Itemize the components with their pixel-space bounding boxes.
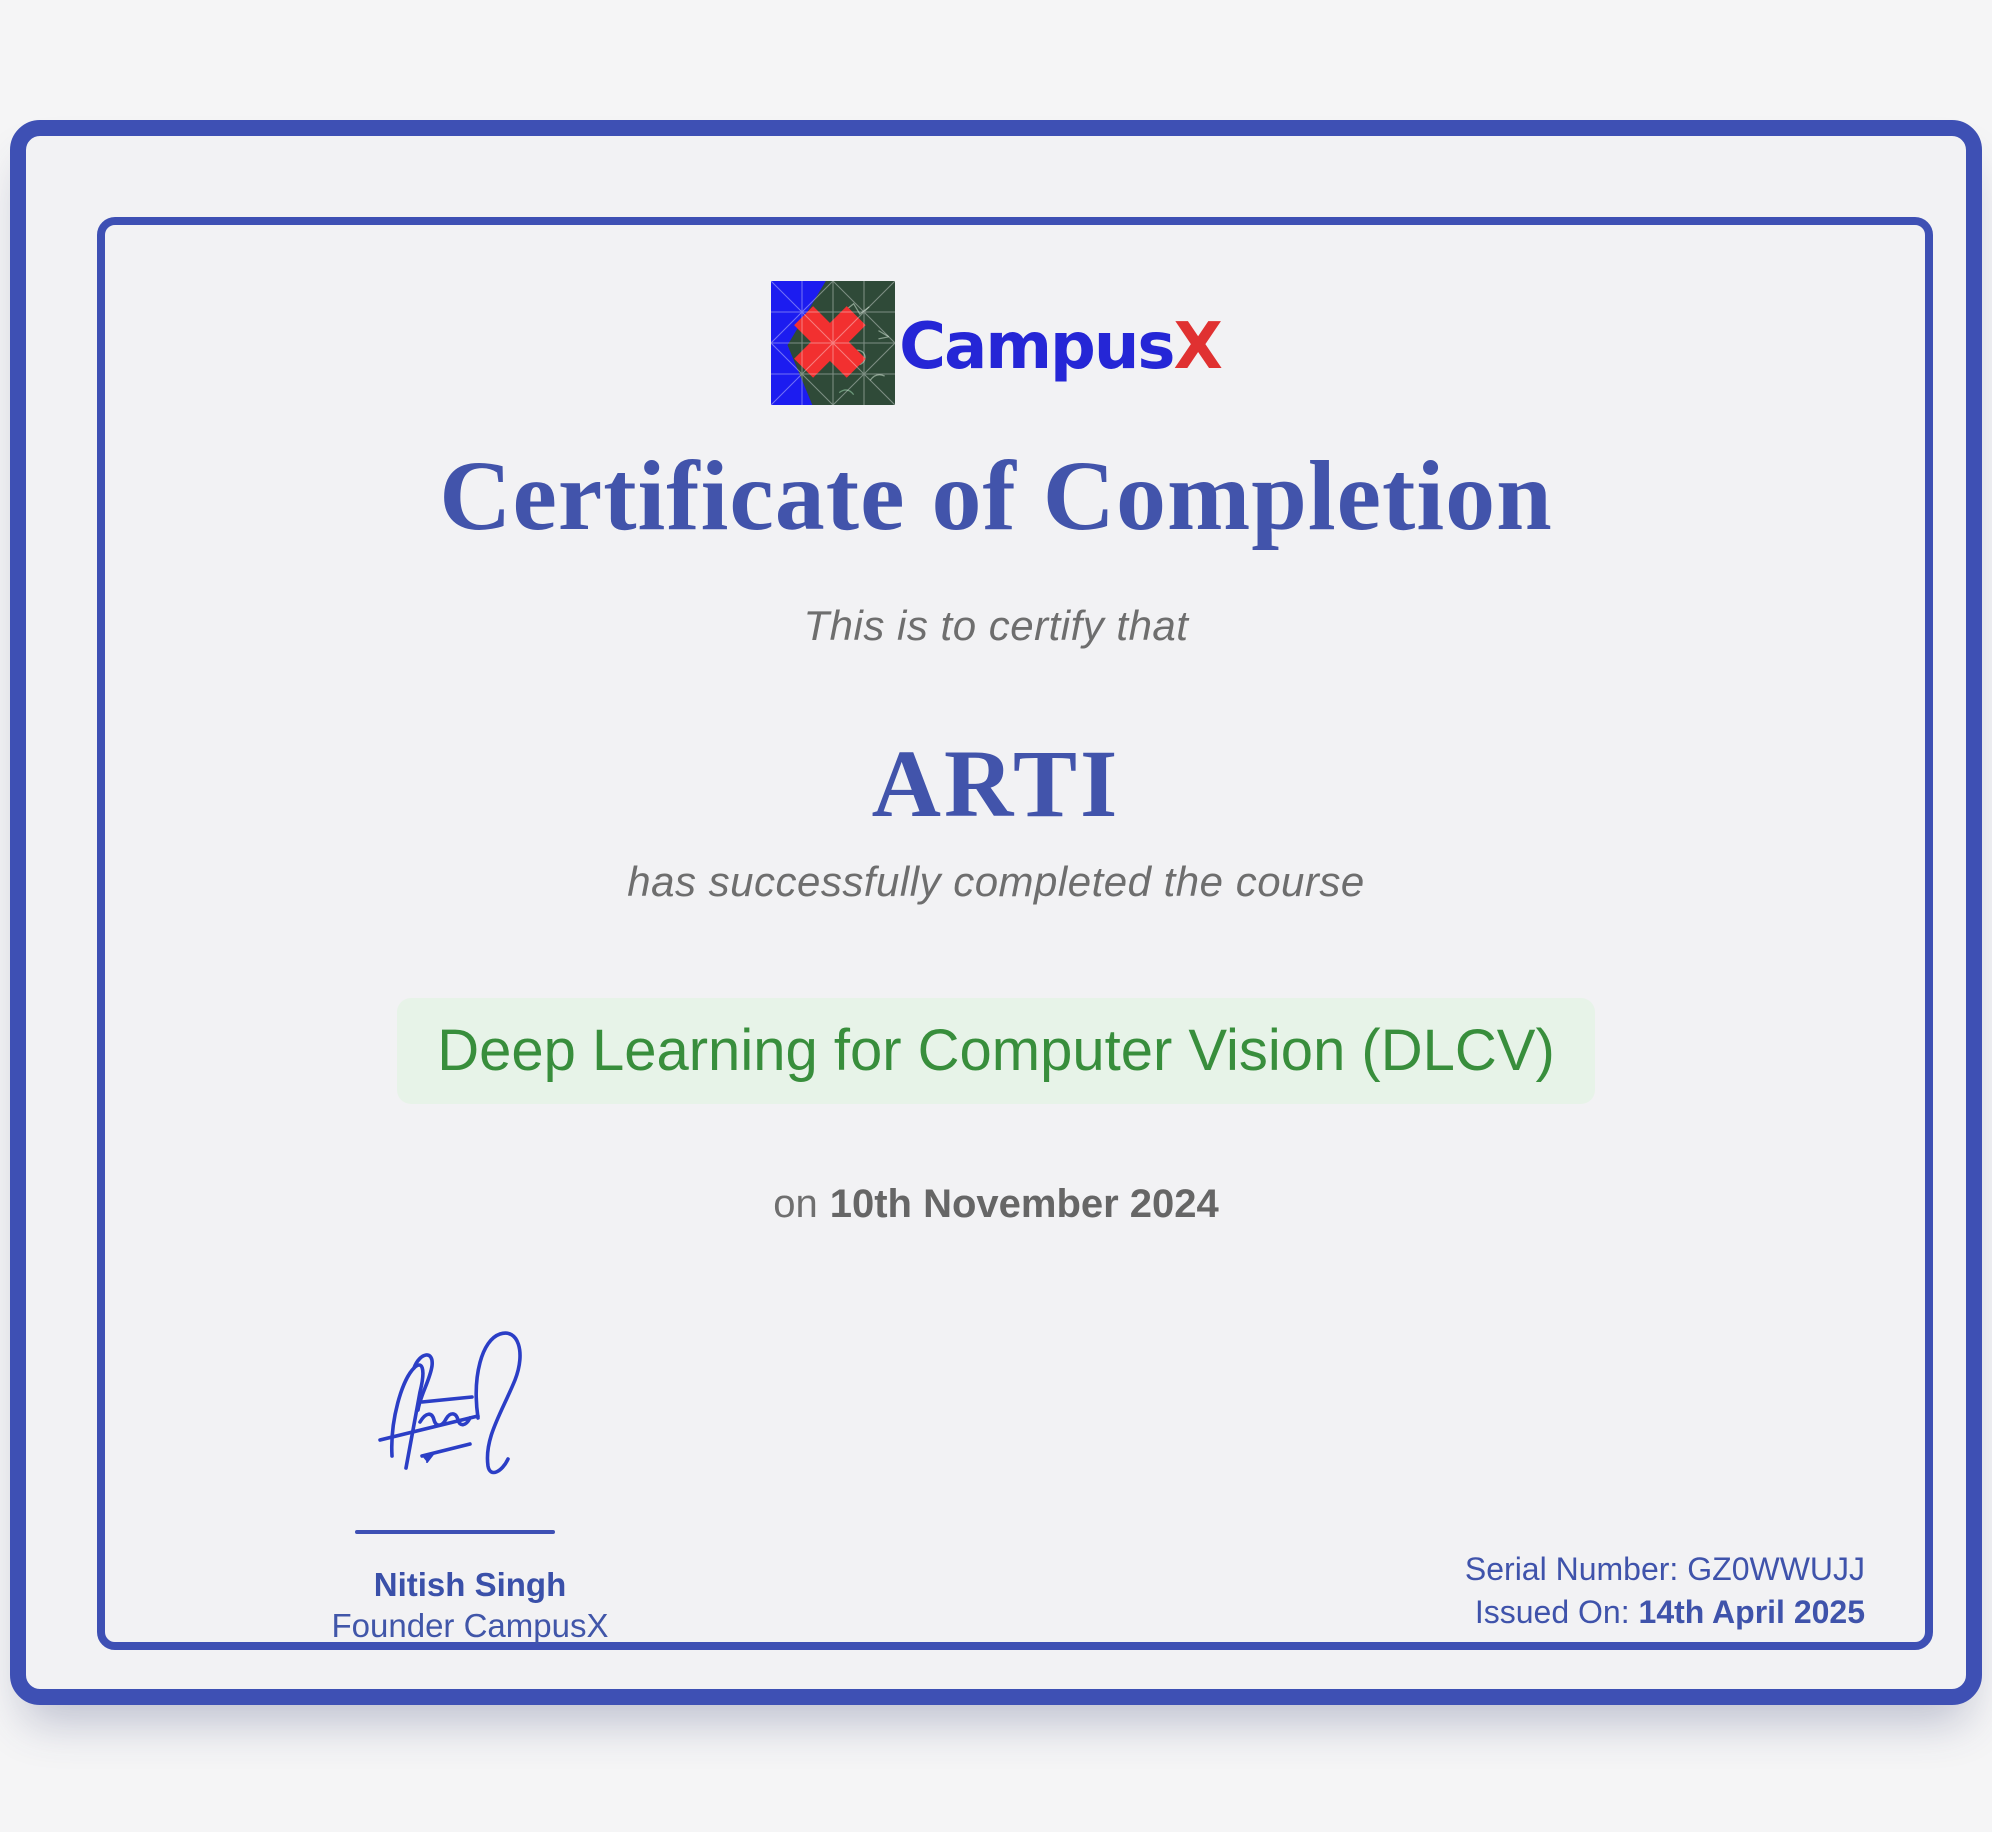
signer-role: Founder CampusX xyxy=(331,1607,609,1644)
signer-name: Nitish Singh xyxy=(373,1566,567,1603)
signer-block xyxy=(265,1564,675,1646)
completion-line: has successfully completed the course xyxy=(627,858,1365,905)
signature-icon xyxy=(358,1318,568,1488)
completion-date: 10th November 2024 xyxy=(829,1182,1219,1226)
serial-number-line xyxy=(1465,1548,1865,1591)
issued-on-label: Issued On: xyxy=(1474,1594,1630,1630)
date-prefix: on xyxy=(773,1182,818,1226)
brand-row xyxy=(10,280,1982,406)
brand-wordmark xyxy=(899,310,1221,384)
certify-line: This is to certify that xyxy=(803,602,1189,649)
campusx-logo-icon xyxy=(771,281,895,405)
signature-line xyxy=(355,1530,555,1534)
meta-block xyxy=(1465,1548,1865,1634)
issued-on-date: 14th April 2025 xyxy=(1638,1594,1865,1630)
issued-on-line xyxy=(1465,1591,1865,1634)
brand-name-prefix: Campus xyxy=(899,310,1174,384)
completion-date-line xyxy=(10,1182,1982,1227)
recipient-name: ARTI xyxy=(871,730,1121,837)
course-name-badge: Deep Learning for Computer Vision (DLCV) xyxy=(397,998,1595,1104)
certificate-card xyxy=(10,120,1982,1705)
serial-number-label: Serial Number: xyxy=(1464,1551,1679,1587)
brand-name-suffix: X xyxy=(1173,310,1221,384)
course-wrap xyxy=(10,998,1982,1104)
serial-number-value: GZ0WWUJJ xyxy=(1687,1551,1865,1587)
certificate-title: Certificate of Completion xyxy=(439,440,1553,551)
